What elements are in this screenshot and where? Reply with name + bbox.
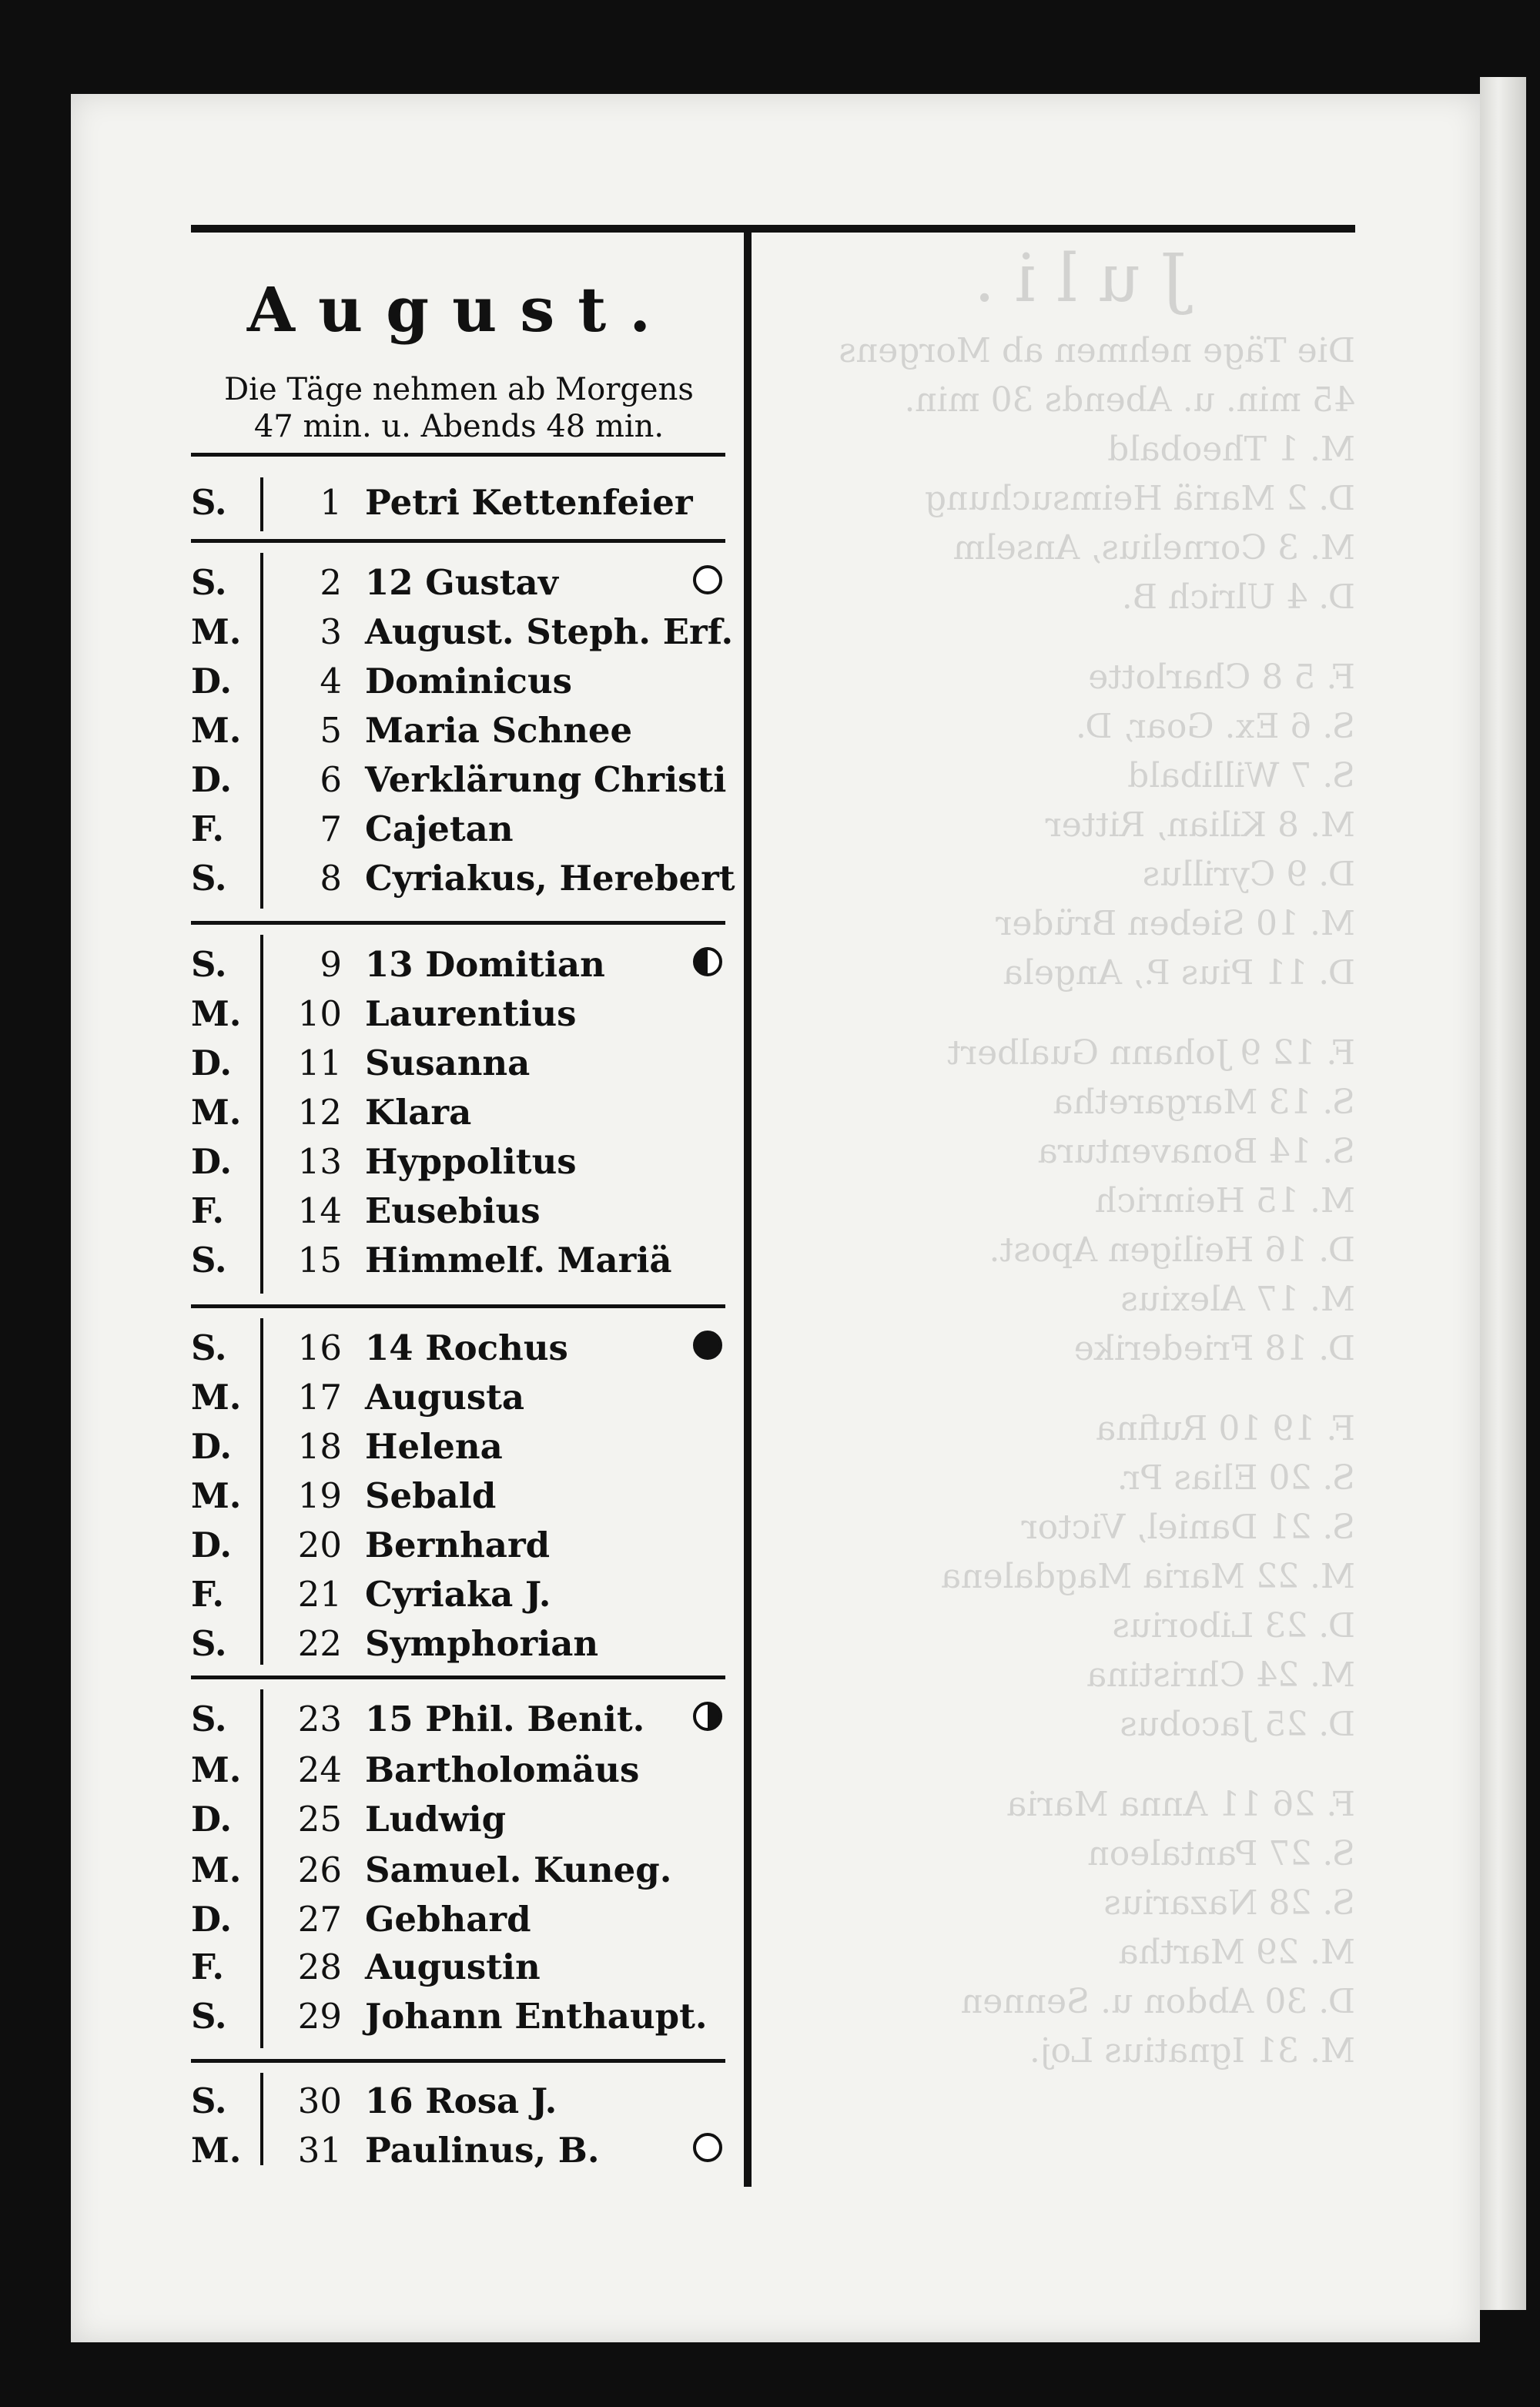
calendar-row (191, 1799, 730, 1846)
day-number: 7 (320, 808, 342, 849)
bleed-through-row: M. 31 Ignatius Loj. (1029, 2031, 1355, 2071)
calendar-row (191, 858, 735, 906)
weekday-divider (260, 935, 263, 1294)
first-quarter-icon (693, 1702, 722, 1731)
day-number: 15 (297, 1240, 342, 1280)
week-separator (191, 1304, 725, 1308)
day-number: 30 (297, 2081, 342, 2121)
calendar-row (191, 1141, 730, 1189)
calendar-row (191, 1377, 730, 1424)
weekday-abbrev: F. (191, 1190, 225, 1231)
bleed-through-row: S. 20 Elias Pr. (1116, 1458, 1355, 1498)
saint-name: Klara (365, 1092, 472, 1133)
saint-name: 12 Gustav (365, 562, 558, 603)
daylength-note-line-2: 47 min. u. Abends 48 min. (253, 409, 665, 444)
bleed-through-row: F. 19 10 Rufina (1096, 1409, 1355, 1448)
day-number: 17 (297, 1377, 342, 1418)
bleed-through-row: D. 11 Pius P., Angela (1003, 953, 1355, 993)
day-number: 11 (297, 1043, 342, 1083)
saint-name: Petri Kettenfeier (365, 482, 693, 523)
column-divider (744, 231, 752, 2187)
bleed-through-row: D. 9 Cyrillus (1142, 855, 1355, 894)
bleed-through-row: M. 22 Maria Magdalena (940, 1557, 1355, 1596)
day-number: 16 (297, 1327, 342, 1368)
weekday-abbrev: D. (191, 1899, 233, 1940)
bleed-through-row: M. 29 Martha (1118, 1933, 1355, 1972)
saint-name: Gebhard (365, 1899, 531, 1940)
saint-name: Bartholomäus (365, 1749, 640, 1790)
day-number: 12 (297, 1092, 342, 1133)
saint-name: Symphorian (365, 1623, 599, 1664)
week-separator (191, 921, 725, 925)
bleed-through-text (785, 240, 1355, 2194)
week-separator (191, 1676, 725, 1679)
calendar-row (191, 1190, 730, 1238)
day-number: 27 (297, 1899, 342, 1940)
bleed-through-row: S. 6 Ex. Goar, D. (1075, 707, 1355, 746)
calendar-row (191, 661, 730, 708)
day-number: 8 (320, 858, 342, 899)
daylength-note-line-1: Die Täge nehmen ab Morgens (224, 372, 694, 407)
weekday-abbrev: D. (191, 1426, 233, 1467)
day-number: 13 (297, 1141, 342, 1182)
weekday-abbrev: M. (191, 1749, 242, 1790)
weekday-abbrev: M. (191, 1377, 242, 1418)
top-rule (191, 225, 1355, 233)
weekday-abbrev: D. (191, 661, 233, 701)
weekday-abbrev: M. (191, 1850, 242, 1890)
weekday-divider (260, 553, 263, 909)
bleed-through-row: D. 30 Abdon u. Sennen (960, 1982, 1355, 2021)
bleed-through-row: S. 27 Pantaleon (1087, 1834, 1355, 1873)
daylength-note (182, 371, 736, 445)
bleed-through-row: D. 23 Liborius (1112, 1606, 1355, 1645)
day-number: 6 (320, 759, 342, 800)
saint-name: 15 Phil. Benit. (365, 1699, 645, 1739)
day-number: 22 (297, 1623, 342, 1664)
saint-name: Augustin (365, 1947, 541, 1987)
calendar-row (191, 1623, 730, 1671)
bleed-through-row: S. 14 Bonaventura (1037, 1132, 1355, 1171)
saint-name: Ludwig (365, 1799, 507, 1840)
bleed-through-row: M. 8 Kilian, Ritter (1045, 805, 1355, 845)
weekday-abbrev: D. (191, 1141, 233, 1182)
calendar-row (191, 1850, 730, 1897)
weekday-divider (260, 1689, 263, 2048)
calendar-row (191, 1899, 730, 1947)
weekday-abbrev: F. (191, 1947, 225, 1987)
bleed-through-row: M. 24 Christina (1086, 1655, 1355, 1695)
saint-name: Bernhard (365, 1525, 551, 1565)
calendar-row (191, 1426, 730, 1474)
bleed-through-row: S. 7 Willibald (1127, 756, 1355, 795)
calendar-row (191, 808, 730, 856)
calendar-row (191, 710, 730, 758)
weekday-abbrev: S. (191, 482, 227, 523)
calendar-row (191, 1092, 730, 1140)
saint-name: Paulinus, B. (365, 2130, 600, 2171)
weekday-abbrev: D. (191, 759, 233, 800)
day-number: 26 (297, 1850, 342, 1890)
calendar-row (191, 759, 730, 807)
day-number: 31 (297, 2130, 342, 2171)
weekday-abbrev: D. (191, 1799, 233, 1840)
bleed-through-row: M. 10 Sieben Brüder (996, 904, 1355, 943)
day-number: 28 (297, 1947, 342, 1987)
bleed-through-row: S. 28 Nazarius (1103, 1883, 1355, 1923)
weekday-abbrev: F. (191, 808, 225, 849)
calendar-row (191, 1240, 730, 1287)
day-number: 2 (320, 562, 342, 603)
saint-name: Himmelf. Mariä (365, 1240, 672, 1280)
full-moon-icon (693, 2133, 722, 2162)
saint-name: Sebald (365, 1475, 497, 1516)
calendar-row (191, 993, 730, 1041)
calendar-row (191, 1043, 730, 1090)
saint-name: Johann Enthaupt. (365, 1996, 708, 2037)
day-number: 29 (297, 1996, 342, 2037)
saint-name: Verklärung Christi (365, 759, 727, 800)
new-moon-icon (693, 1331, 722, 1360)
calendar-row (191, 1749, 730, 1797)
bleed-through-row: M. 17 Alexius (1120, 1280, 1355, 1319)
bleed-through-row: F. 12 9 Johann Gualbert (947, 1033, 1355, 1073)
weekday-abbrev: M. (191, 710, 242, 751)
saint-name: Augusta (365, 1377, 525, 1418)
calendar-row (191, 1574, 730, 1622)
weekday-abbrev: M. (191, 1475, 242, 1516)
day-number: 20 (297, 1525, 342, 1565)
saint-name: Cajetan (365, 808, 514, 849)
weekday-abbrev: F. (191, 1574, 225, 1615)
calendar-row (191, 1525, 730, 1572)
saint-name: Dominicus (365, 661, 573, 701)
week-separator (191, 2059, 725, 2063)
day-number: 21 (297, 1574, 342, 1615)
weekday-abbrev: S. (191, 944, 227, 985)
bleed-through-title: Juli. (953, 240, 1187, 317)
day-number: 14 (297, 1190, 342, 1231)
saint-name: Cyriaka J. (365, 1574, 551, 1615)
page-title: August. (246, 273, 675, 346)
weekday-abbrev: D. (191, 1525, 233, 1565)
bleed-through-row: S. 13 Margaretha (1053, 1083, 1355, 1122)
calendar-row (191, 2130, 730, 2178)
saint-name: August. Steph. Erf. (365, 611, 734, 652)
weekday-abbrev: S. (191, 2081, 227, 2121)
day-number: 23 (297, 1699, 342, 1739)
bleed-through-row: M. 3 Cornelius, Anselm (952, 528, 1355, 567)
week-separator (191, 539, 725, 543)
weekday-abbrev: S. (191, 1699, 227, 1739)
bleed-through-row: S. 21 Daniel, Victor (1021, 1508, 1355, 1547)
calendar-row (191, 611, 734, 659)
calendar-row (191, 482, 730, 530)
weekday-abbrev: S. (191, 1327, 227, 1368)
saint-name: Eusebius (365, 1190, 541, 1231)
saint-name: Susanna (365, 1043, 531, 1083)
day-number: 1 (320, 482, 342, 523)
weekday-abbrev: M. (191, 2130, 242, 2171)
bleed-through-row: D. 4 Ulrich B. (1121, 577, 1355, 617)
week-separator (191, 453, 725, 457)
calendar-row (191, 1699, 730, 1746)
weekday-divider (260, 477, 263, 531)
bleed-through-row: M. 15 Heinrich (1095, 1181, 1355, 1220)
weekday-divider (260, 1318, 263, 1665)
calendar-row (191, 1327, 730, 1375)
saint-name: Hyppolitus (365, 1141, 577, 1182)
full-moon-icon (693, 565, 722, 594)
weekday-divider (260, 2073, 263, 2165)
calendar-row (191, 1996, 730, 2044)
day-number: 24 (297, 1749, 342, 1790)
saint-name: 16 Rosa J. (365, 2081, 557, 2121)
bleed-through-subtitle-1: Die Täge nehmen ab Morgens (839, 331, 1355, 370)
saint-name: Maria Schnee (365, 710, 633, 751)
day-number: 9 (320, 944, 342, 985)
calendar-row (191, 1947, 730, 1994)
weekday-abbrev: S. (191, 1240, 227, 1280)
saint-name: 14 Rochus (365, 1327, 568, 1368)
day-number: 5 (320, 710, 342, 751)
day-number: 19 (297, 1475, 342, 1516)
weekday-abbrev: S. (191, 1623, 227, 1664)
bleed-through-row: D. 2 Mariä Heimsuchung (924, 479, 1355, 518)
weekday-abbrev: S. (191, 1996, 227, 2037)
day-number: 25 (297, 1799, 342, 1840)
bleed-through-row: D. 18 Friederike (1073, 1329, 1355, 1368)
last-quarter-icon (693, 947, 722, 976)
saint-name: 13 Domitian (365, 944, 605, 985)
bleed-through-rows (785, 425, 1355, 2076)
bleed-through-row: M. 1 Theobald (1107, 430, 1355, 469)
book-spine (1480, 77, 1526, 2310)
bleed-through-row: D. 16 Heiligen Apost. (989, 1230, 1355, 1270)
day-number: 18 (297, 1426, 342, 1467)
weekday-abbrev: M. (191, 611, 242, 652)
saint-name: Laurentius (365, 993, 577, 1034)
day-number: 3 (320, 611, 342, 652)
weekday-abbrev: M. (191, 993, 242, 1034)
bleed-through-row: F. 5 8 Charlotte (1088, 658, 1355, 697)
saint-name: Helena (365, 1426, 503, 1467)
bleed-through-row: D. 25 Jacobus (1120, 1705, 1355, 1744)
weekday-abbrev: M. (191, 1092, 242, 1133)
weekday-abbrev: S. (191, 562, 227, 603)
saint-name: Cyriakus, Herebert (365, 858, 735, 899)
weekday-abbrev: S. (191, 858, 227, 899)
saint-name: Samuel. Kuneg. (365, 1850, 672, 1890)
day-number: 4 (320, 661, 342, 701)
weekday-abbrev: D. (191, 1043, 233, 1083)
calendar-row (191, 1475, 730, 1523)
bleed-through-subtitle-2: 45 min. u. Abends 30 min. (904, 380, 1355, 420)
calendar-row (191, 2081, 730, 2128)
calendar-row (191, 944, 730, 992)
bleed-through-row: F. 26 11 Anna Maria (1006, 1785, 1355, 1824)
calendar-row (191, 562, 730, 610)
day-number: 10 (297, 993, 342, 1034)
